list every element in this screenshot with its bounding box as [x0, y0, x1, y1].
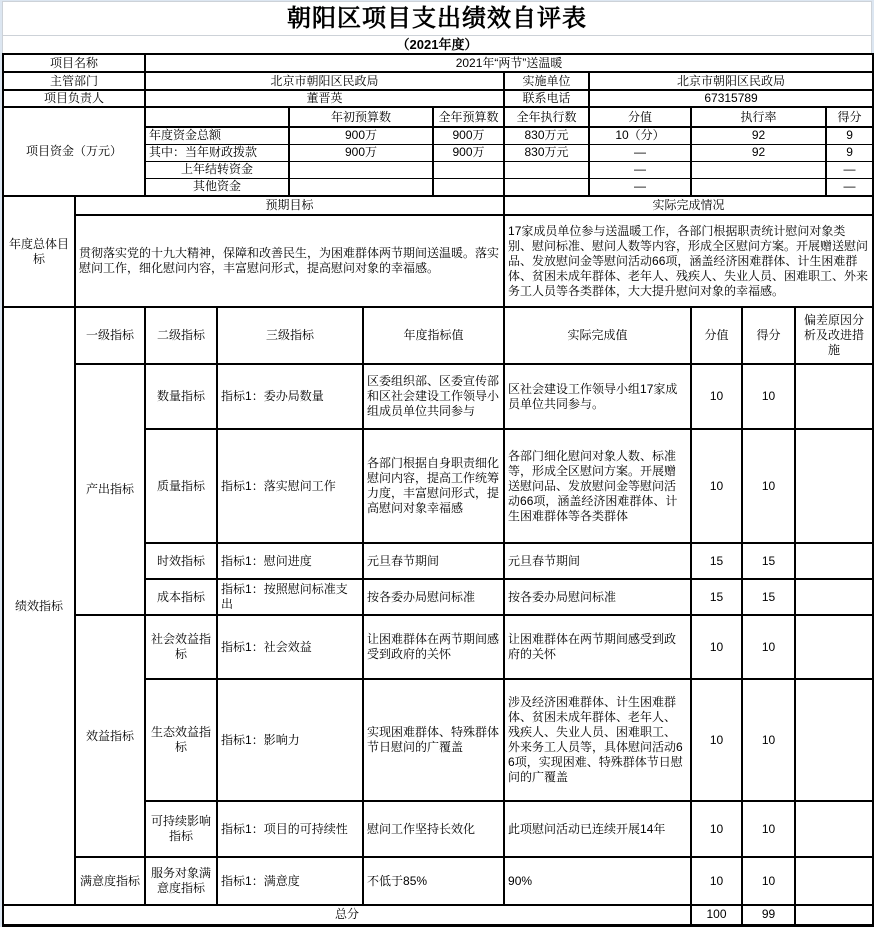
leader-row — [3, 90, 873, 107]
indicator-score-value: 15 — [691, 579, 742, 615]
indicator-group-benefit: 效益指标 — [75, 615, 145, 857]
page-title: 朝阳区项目支出绩效自评表 — [3, 2, 871, 36]
project-name-row — [3, 54, 873, 72]
indicator-score: 10 — [742, 364, 795, 429]
indicator-score-value: 10 — [691, 364, 742, 429]
indicator-score: 10 — [742, 679, 795, 801]
indicator-actual: 各部门细化慰问对象人数、标准等，形成全区慰问方案。开展赠送慰问品、发放慰问金等慰问活动66项，涵盖经济困难群体、计生困难群体等各类群体 — [504, 429, 691, 543]
indicator-target: 实现困难群体、特殊群体节日慰问的广覆盖 — [363, 679, 504, 801]
funding-executed — [504, 178, 589, 196]
indicator-l2: 可持续影响指标 — [145, 801, 217, 857]
indicator-l2: 成本指标 — [145, 579, 217, 615]
indicator-deviation — [795, 857, 873, 905]
implementing-unit-label: 实施单位 — [504, 72, 589, 90]
funding-header-annual: 全年预算数 — [433, 107, 504, 127]
funding-header-initial: 年初预算数 — [289, 107, 433, 127]
total-label: 总分 — [3, 905, 691, 925]
project-name-value: 2021年“两节”送温暖 — [145, 54, 873, 72]
indicator-actual: 涉及经济困难群体、计生困难群体、贫困未成年群体、老年人、残疾人、失业人员、困难职工、外来务工人员等，具体慰问活动66项，实现困难、特殊群体节日慰问的广覆盖 — [504, 679, 691, 801]
indicator-row — [3, 615, 873, 679]
indicator-target: 让困难群体在两节期间感受到政府的关怀 — [363, 615, 504, 679]
funding-header-score: 得分 — [826, 107, 873, 127]
funding-score: 9 — [826, 127, 873, 144]
indicator-deviation — [795, 543, 873, 579]
indicator-actual: 此项慰问活动已连续开展14年 — [504, 801, 691, 857]
indicator-group-output: 产出指标 — [75, 364, 145, 615]
funding-score: — — [826, 178, 873, 196]
indicator-target: 各部门根据自身职责细化慰问内容，提高工作统筹力度，丰富慰问形式，提高慰问对象幸福感 — [363, 429, 504, 543]
funding-exec-rate — [691, 161, 826, 178]
funding-row-name: 其他资金 — [145, 178, 289, 196]
indicator-target: 元旦春节期间 — [363, 543, 504, 579]
indicator-l2: 时效指标 — [145, 543, 217, 579]
indicator-row — [3, 364, 873, 429]
total-deviation-blank — [795, 905, 873, 925]
goal-label: 年度总体目标 — [3, 196, 75, 307]
indicator-score: 15 — [742, 579, 795, 615]
goal-actual-header: 实际完成情况 — [504, 196, 873, 215]
phone-value: 67315789 — [589, 90, 873, 107]
indicator-actual: 区社会建设工作领导小组17家成员单位共同参与。 — [504, 364, 691, 429]
total-row — [3, 905, 873, 925]
indicator-deviation — [795, 579, 873, 615]
indicator-score-value: 10 — [691, 857, 742, 905]
indicator-l3: 指标1：落实慰问工作 — [217, 429, 363, 543]
funding-score-value: — — [589, 144, 691, 161]
indicator-l3: 指标1：满意度 — [217, 857, 363, 905]
indicators-header-actual: 实际完成值 — [504, 307, 691, 364]
funding-annual — [433, 161, 504, 178]
title-block — [2, 1, 872, 53]
indicator-actual: 元旦春节期间 — [504, 543, 691, 579]
indicator-deviation — [795, 615, 873, 679]
goal-body-row — [3, 215, 873, 307]
funding-score-value: — — [589, 161, 691, 178]
indicators-header-score: 得分 — [742, 307, 795, 364]
indicator-target: 按各委办局慰问标准 — [363, 579, 504, 615]
indicators-header-deviation: 偏差原因分析及改进措施 — [795, 307, 873, 364]
leader-value: 董晋英 — [145, 90, 504, 107]
department-row — [3, 72, 873, 90]
indicator-row — [3, 857, 873, 905]
indicator-target: 慰问工作坚持长效化 — [363, 801, 504, 857]
indicators-header-l3: 三级指标 — [217, 307, 363, 364]
indicator-group-satisfaction: 满意度指标 — [75, 857, 145, 905]
indicator-target: 不低于85% — [363, 857, 504, 905]
goal-actual-text: 17家成员单位参与送温暖工作，各部门根据职责统计慰问对象类别、慰问标准、慰问人数等内容，形成全区慰问方案。开展赠送慰问品、发放慰问金等慰问活动66项，涵盖经济困难群体、计生困难群体、贫困未成年群体、老年人、残疾人、失业人员、困难职工、外来务工人员等各类群体，大大提升慰问对象的幸福感。 — [504, 215, 873, 307]
indicator-score-value: 15 — [691, 543, 742, 579]
funding-label: 项目资金（万元） — [3, 107, 145, 196]
funding-blank-header — [145, 107, 289, 127]
indicator-score-value: 10 — [691, 615, 742, 679]
indicator-l2: 数量指标 — [145, 364, 217, 429]
indicators-header-row — [3, 307, 873, 364]
indicator-actual: 按各委办局慰问标准 — [504, 579, 691, 615]
funding-initial: 900万 — [289, 144, 433, 161]
page-subtitle: （2021年度） — [396, 37, 478, 52]
funding-score: 9 — [826, 144, 873, 161]
implementing-unit-value: 北京市朝阳区民政局 — [589, 72, 873, 90]
funding-header-score-value: 分值 — [589, 107, 691, 127]
funding-score-value: — — [589, 178, 691, 196]
indicator-l3: 指标1：影响力 — [217, 679, 363, 801]
department-label: 主管部门 — [3, 72, 145, 90]
indicator-l2: 生态效益指标 — [145, 679, 217, 801]
indicator-actual: 让困难群体在两节期间感受到政府的关怀 — [504, 615, 691, 679]
evaluation-sheet — [2, 1, 872, 927]
indicator-deviation — [795, 429, 873, 543]
indicator-score-value: 10 — [691, 429, 742, 543]
leader-label: 项目负责人 — [3, 90, 145, 107]
indicators-header-l2: 二级指标 — [145, 307, 217, 364]
department-value: 北京市朝阳区民政局 — [145, 72, 504, 90]
funding-header-exec-rate: 执行率 — [691, 107, 826, 127]
indicator-actual: 90% — [504, 857, 691, 905]
funding-annual: 900万 — [433, 144, 504, 161]
project-name-label: 项目名称 — [3, 54, 145, 72]
funding-exec-rate — [691, 178, 826, 196]
funding-row-name: 其中：当年财政拨款 — [145, 144, 289, 161]
funding-executed — [504, 161, 589, 178]
evaluation-table — [2, 53, 874, 927]
goal-expected-header: 预期目标 — [75, 196, 504, 215]
goal-header-row — [3, 196, 873, 215]
funding-initial: 900万 — [289, 127, 433, 144]
indicator-score-value: 10 — [691, 801, 742, 857]
funding-row-name: 年度资金总额 — [145, 127, 289, 144]
funding-annual: 900万 — [433, 127, 504, 144]
indicator-score-value: 10 — [691, 679, 742, 801]
funding-score-value: 10（分） — [589, 127, 691, 144]
indicator-l3: 指标1：慰问进度 — [217, 543, 363, 579]
indicator-l3: 指标1：社会效益 — [217, 615, 363, 679]
funding-executed: 830万元 — [504, 144, 589, 161]
indicator-score: 10 — [742, 857, 795, 905]
funding-exec-rate: 92 — [691, 127, 826, 144]
indicator-target: 区委组织部、区委宣传部和区社会建设工作领导小组成员单位共同参与 — [363, 364, 504, 429]
indicator-l2: 服务对象满意度指标 — [145, 857, 217, 905]
indicator-deviation — [795, 801, 873, 857]
indicator-deviation — [795, 364, 873, 429]
indicator-l3: 指标1：按照慰问标准支出 — [217, 579, 363, 615]
indicator-score: 10 — [742, 429, 795, 543]
funding-header-row — [3, 107, 873, 127]
funding-initial — [289, 178, 433, 196]
indicator-score: 15 — [742, 543, 795, 579]
indicator-l3: 指标1：委办局数量 — [217, 364, 363, 429]
funding-row-name: 上年结转资金 — [145, 161, 289, 178]
funding-score: — — [826, 161, 873, 178]
indicator-l3: 指标1：项目的可持续性 — [217, 801, 363, 857]
indicator-l2: 质量指标 — [145, 429, 217, 543]
indicator-score: 10 — [742, 615, 795, 679]
funding-exec-rate: 92 — [691, 144, 826, 161]
phone-label: 联系电话 — [504, 90, 589, 107]
funding-initial — [289, 161, 433, 178]
funding-annual — [433, 178, 504, 196]
funding-header-executed: 全年执行数 — [504, 107, 589, 127]
indicator-l2: 社会效益指标 — [145, 615, 217, 679]
indicators-header-target: 年度指标值 — [363, 307, 504, 364]
funding-executed: 830万元 — [504, 127, 589, 144]
indicators-label: 绩效指标 — [3, 307, 75, 905]
total-score: 99 — [742, 905, 795, 925]
indicator-score: 10 — [742, 801, 795, 857]
total-score-value: 100 — [691, 905, 742, 925]
indicators-header-l1: 一级指标 — [75, 307, 145, 364]
indicator-deviation — [795, 679, 873, 801]
goal-expected-text: 贯彻落实党的十九大精神，保障和改善民生，为困难群体两节期间送温暖。落实慰问工作，细化慰问内容，丰富慰问形式，提高慰问对象的幸福感。 — [75, 215, 504, 307]
indicators-header-score-value: 分值 — [691, 307, 742, 364]
